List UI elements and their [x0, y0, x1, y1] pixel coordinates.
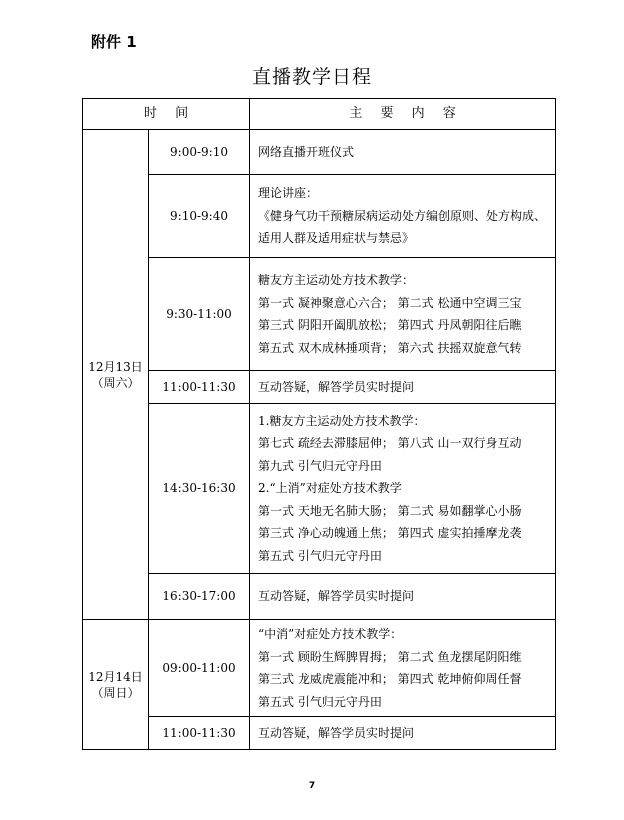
schedule-row: [83, 717, 556, 750]
table-header-row: [83, 99, 556, 130]
weekday-text: （周日）: [91, 685, 140, 700]
header-time: 时 间: [83, 99, 250, 130]
content-line: 糖友方主运动处方技术教学：: [258, 273, 415, 287]
schedule-row: [83, 258, 556, 371]
schedule-row: [83, 371, 556, 404]
attachment-label: 附件 1: [91, 33, 137, 51]
content-line: 网络直播开班仪式: [258, 144, 355, 159]
content-line: 2.“上消”对症处方技术教学: [258, 481, 402, 496]
header-content: 主 要 内 容: [250, 99, 556, 130]
schedule-row: [83, 175, 556, 258]
content-line: 理论讲座：: [258, 186, 319, 201]
session-time: 9:30-11:00: [149, 258, 250, 371]
session-content: [250, 258, 556, 371]
schedule-row: [83, 620, 556, 717]
session-content: [250, 717, 556, 750]
date-cell: [83, 620, 149, 750]
content-line: 互动答疑，解答学员实时提问: [258, 725, 415, 740]
content-line: 第五式 双木成林捶项背； 第六式 扶摇双旋意气转: [258, 340, 522, 355]
session-time: 9:10-9:40: [149, 175, 250, 258]
schedule-body: [83, 130, 556, 750]
session-content: [250, 620, 556, 717]
session-time: 11:00-11:30: [149, 371, 250, 404]
content-line: 第一式 天地无名肺大肠； 第二式 易如翻掌心小肠: [258, 503, 522, 518]
content-line: 第一式 顾盼生辉脾胃拇； 第二式 鱼龙摆尾阴阳维: [258, 649, 522, 664]
session-time: 16:30-17:00: [149, 574, 250, 620]
content-line: 第三式 净心动魄通上焦； 第四式 虚实拍捶摩龙袭: [258, 526, 522, 541]
session-content: [250, 371, 556, 404]
session-content: [250, 404, 556, 574]
content-line: 适用人群及适用症状与禁忌》: [258, 231, 415, 246]
session-content: [250, 175, 556, 258]
content-line: 1.糖友方主运动处方技术教学：: [258, 413, 426, 428]
schedule-table: [82, 98, 556, 750]
session-time: 11:00-11:30: [149, 717, 250, 750]
content-line: 互动答疑，解答学员实时提问: [258, 589, 415, 604]
content-line: 第一式 凝神聚意心六合； 第二式 松通中空调三宝: [258, 295, 522, 310]
schedule-row: [83, 130, 556, 175]
date-text: 12月13日: [88, 359, 143, 374]
content-line: 《健身气功干预糖尿病运动处方编创原则、处方构成、: [258, 208, 547, 223]
session-content: [250, 130, 556, 175]
schedule-row: [83, 574, 556, 620]
content-line: 第三式 龙威虎震能冲和； 第四式 乾坤俯仰周任督: [258, 672, 522, 686]
session-time: 9:00-9:10: [149, 130, 250, 175]
page-number: 7: [308, 781, 316, 791]
session-time: 09:00-11:00: [149, 620, 250, 717]
content-line: 第七式 疏经去滞膝屈伸； 第八式 山一双行身互动: [258, 436, 522, 451]
session-content: [250, 574, 556, 620]
content-line: 第五式 引气归元守丹田: [258, 548, 382, 563]
content-line: 第五式 引气归元守丹田: [258, 694, 382, 709]
date-cell: [83, 130, 149, 620]
content-line: 第九式 引气归元守丹田: [258, 458, 382, 473]
content-line: “中消”对症处方技术教学：: [258, 627, 403, 641]
schedule-row: [83, 404, 556, 574]
document-title: 直播教学日程: [251, 66, 372, 88]
content-line: 互动答疑，解答学员实时提问: [258, 379, 415, 394]
session-time: 14:30-16:30: [149, 404, 250, 574]
weekday-text: （周六）: [91, 375, 140, 390]
date-text: 12月14日: [88, 669, 143, 684]
content-line: 第三式 阴阳开阖肌放松； 第四式 丹凤朝阳往后瞧: [258, 318, 522, 332]
